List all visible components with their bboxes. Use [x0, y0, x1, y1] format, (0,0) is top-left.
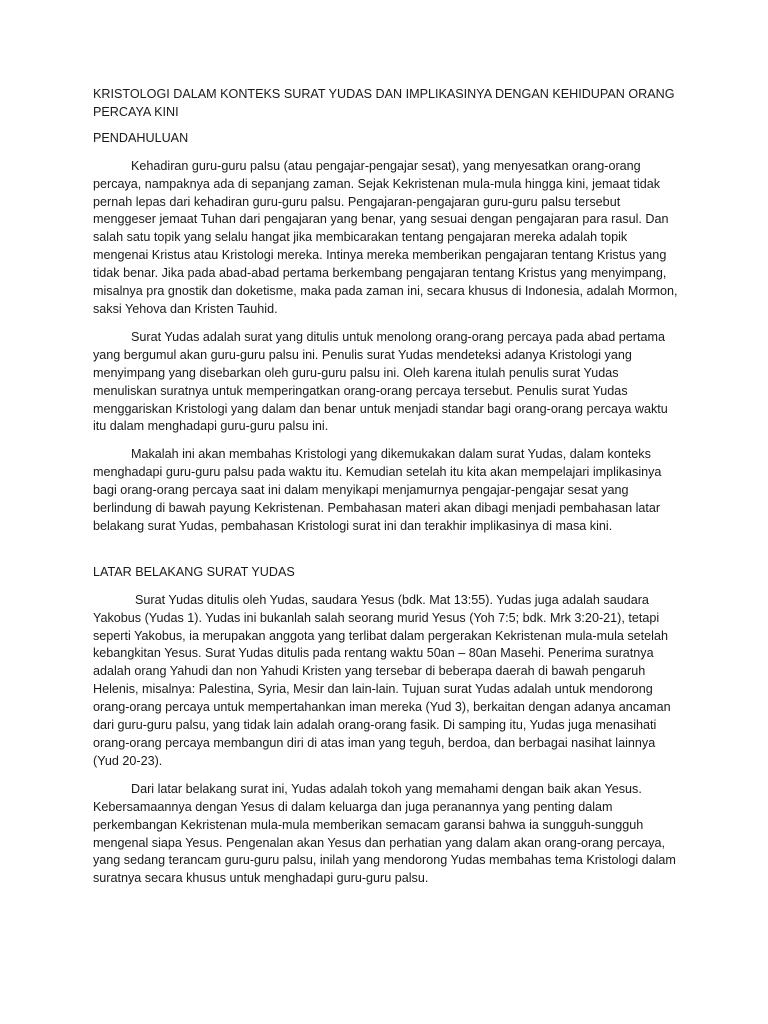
section-heading-latar-belakang: LATAR BELAKANG SURAT YUDAS — [93, 564, 295, 579]
paragraph: Surat Yudas ditulis oleh Yudas, saudara Yesus (bdk. Mat 13:55). Yudas juga adalah saudara Yakobus (Yudas 1). Yudas ini bukanlah salah seorang murid Yesus (Yoh 7:5; bdk. Mrk 3:20-21), tetapi seperti Yakobus, ia merupakan anggota yang terlibat dalam pergerakan Kekristenan mula-mula setelah kebangkitan Yesus. Surat Yudas ditulis pada rentang waktu 50an – 80an Masehi. Penerima suratnya adalah orang Yahudi dan non Yahudi Kristen yang tersebar di beberapa daerah di bawah pengaruh Helenis, misalnya: Palestina, Syria, Mesir dan lain-lain. Tujuan surat Yudas adalah untuk mendorong orang-orang percaya untuk mempertahankan iman mereka (Yud 3), berkaitan dengan adanya ancaman dari guru-guru palsu, yang tidak lain adalah orang-orang fasik. Di samping itu, Yudas juga menasihati orang-orang percaya membangun diri di atas iman yang teguh, berdoa, dan berbagai nasihat lainnya (Yud 20-23). — [93, 592, 671, 768]
document-body — [93, 86, 683, 898]
paragraph: Makalah ini akan membahas Kristologi yang dikemukakan dalam surat Yudas, dalam konteks menghadapi guru-guru palsu pada waktu itu. Kemudian setelah itu kita akan mempelajari implikasinya bagi orang-orang percaya saat ini dalam menyikapi menjamurnya pengajar-pengajar sesat yang berlindung di bawah payung Kekristenan. Pembahasan materi akan dibagi menjadi pembahasan latar belakang surat Yudas, pembahasan Kristologi surat ini dan terakhir implikasinya di masa kini. — [93, 447, 662, 533]
paragraph: Kehadiran guru-guru palsu (atau pengajar-pengajar sesat), yang menyesatkan orang-orang percaya, nampaknya ada di sepanjang zaman. Sejak Kekristenan mula-mula hingga kini, jemaat tidak pernah lepas dari kehadiran guru-guru palsu. Pengajaran-pengajaran guru-guru palsu tersebut menggeser jemaat Tuhan dari pengajaran yang benar, yang sesuai dengan pengajaran para rasul. Dan salah satu topik yang selalu hangat jika membicarakan tentang pengajaran mereka adalah topik mengenai Kristus atau Kristologi mereka. Intinya mereka memberikan pengajaran tentang Kristus yang tidak benar. Jika pada abad-abad pertama berkembang pengajaran tentang Kristus yang menyimpang, misalnya pra gnostik dan doketisme, maka pada zaman ini, secara khusus di Indonesia, adalah Mormon, saksi Yehova dan Kristen Tauhid. — [93, 158, 678, 316]
document-title: KRISTOLOGI DALAM KONTEKS SURAT YUDAS DAN IMPLIKASINYA DENGAN KEHIDUPAN ORANG PERCAYA KINI — [93, 87, 675, 119]
section-heading-pendahuluan: PENDAHULUAN — [93, 130, 189, 145]
paragraph: Dari latar belakang surat ini, Yudas adalah tokoh yang memahami dengan baik akan Yesus. Kebersamaannya dengan Yesus di dalam keluarga dan juga peranannya yang penting dalam perkembangan Kekristenan mula-mula memberikan semacam garansi bahwa ia sungguh-sungguh mengenal siapa Yesus. Pengenalan akan Yesus dan perhatian yang dalam akan orang-orang percaya, yang sedang terancam guru-guru palsu, inilah yang mendorong Yudas membahas tema Kristologi dalam suratnya secara khusus untuk menghadapi guru-guru palsu. — [93, 781, 676, 886]
paragraph: Surat Yudas adalah surat yang ditulis untuk menolong orang-orang percaya pada abad pertama yang bergumul akan guru-guru palsu ini. Penulis surat Yudas mendeteksi adanya Kristologi yang menyimpang yang disebarkan oleh guru-guru palsu ini. Oleh karena itulah penulis surat Yudas menuliskan suratnya untuk memperingatkan orang-orang percaya tersebut. Penulis surat Yudas menggariskan Kristologi yang dalam dan benar untuk menjadi standar bagi orang-orang percaya waktu itu dalam menghadapi guru-guru palsu ini. — [93, 329, 668, 434]
